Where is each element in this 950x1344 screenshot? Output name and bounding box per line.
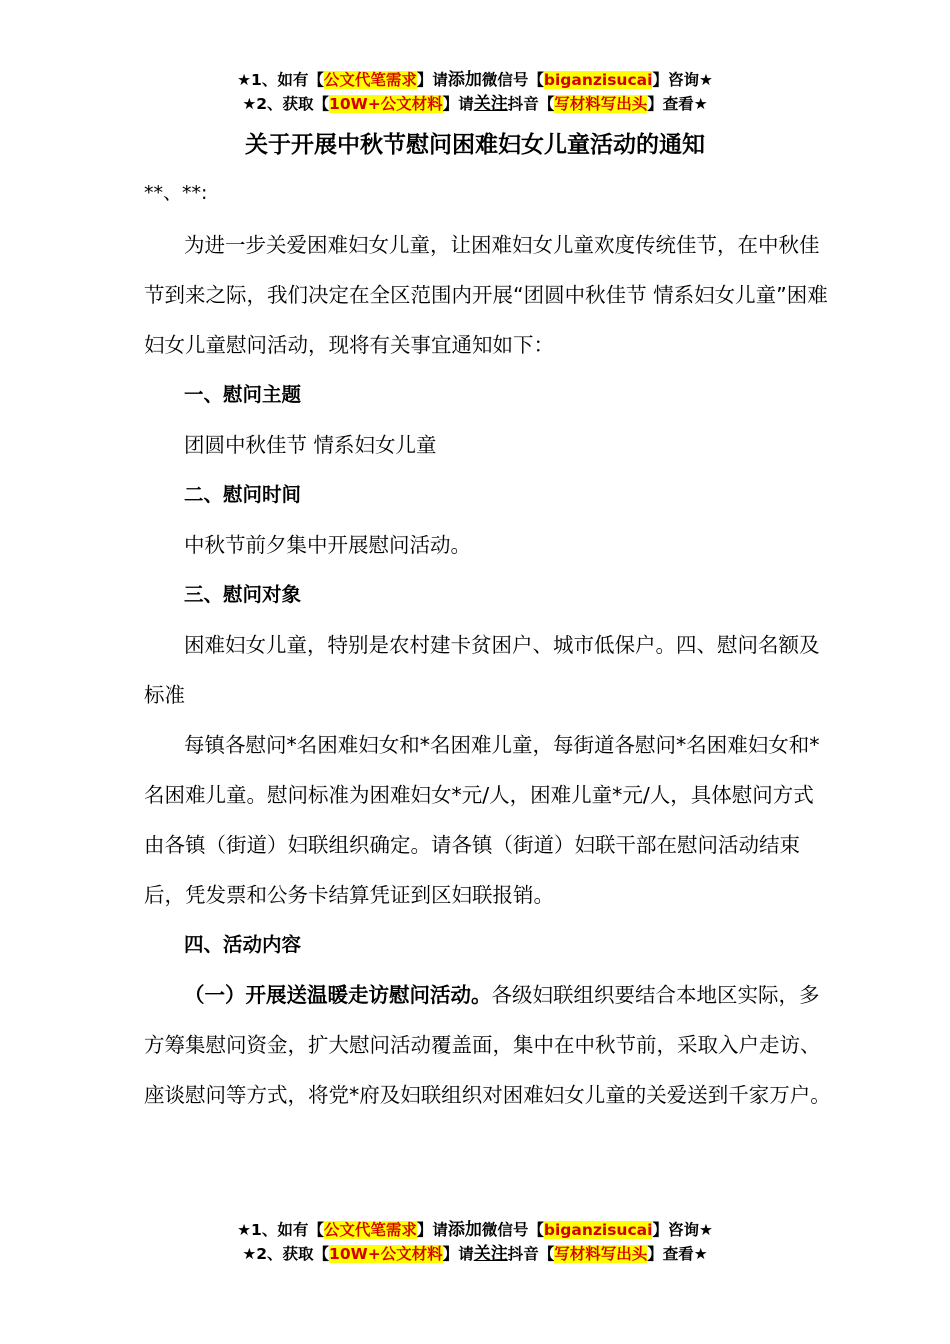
promo-emphasis: 添加	[447, 70, 482, 90]
salutation: **、**:	[144, 182, 208, 204]
document-body	[144, 220, 834, 1120]
promo-banner-top	[0, 68, 950, 116]
section-heading-theme: 一、慰问主题	[184, 383, 302, 406]
promo-line-1	[0, 1218, 950, 1242]
section-text-time: 中秋节前夕集中开展慰问活动。	[184, 533, 471, 557]
section-heading-content: 四、活动内容	[184, 933, 302, 956]
promo-text: ★1、如有【	[237, 1221, 324, 1239]
section-heading-time: 二、慰问时间	[184, 483, 302, 506]
promo-text: 】请	[416, 1221, 448, 1239]
subsection-text: 各级妇联组织要结合本地区实际，多方筹集慰问资金，扩大慰问活动覆盖面，集中在中秋节前，采取入户走访、座谈慰问等方式，将党*府及妇联组织对困难妇女儿童的关爱送到千家万户。	[144, 983, 831, 1107]
section-heading-target: 三、慰问对象	[184, 583, 302, 606]
promo-highlight: 写材料写出头	[554, 95, 648, 113]
promo-text: 微信号【	[481, 71, 544, 89]
promo-emphasis: 关注	[473, 94, 508, 114]
promo-emphasis: 添加	[447, 1220, 482, 1240]
section-text-content	[144, 970, 834, 1120]
promo-highlight: 10W+公文材料	[329, 95, 443, 113]
promo-text: 】咨询★	[652, 1221, 713, 1239]
promo-text: 抖音【	[507, 95, 555, 113]
promo-text: ★2、获取【	[242, 95, 330, 113]
promo-highlight: 10W+公文材料	[329, 1245, 443, 1263]
promo-highlight: 公文代笔需求	[323, 71, 417, 89]
promo-text: 】请	[442, 1245, 474, 1263]
promo-line-2	[0, 92, 950, 116]
promo-emphasis: 关注	[473, 1244, 508, 1264]
promo-text: 】请	[416, 71, 448, 89]
promo-highlight: 写材料写出头	[554, 1245, 648, 1263]
section-text-target: 困难妇女儿童，特别是农村建卡贫困户、城市低保户。四、慰问名额及标准	[144, 633, 820, 707]
promo-banner-bottom	[0, 1218, 950, 1266]
promo-highlight: 公文代笔需求	[323, 1221, 417, 1239]
promo-line-2	[0, 1242, 950, 1266]
promo-highlight: biganzisucai	[543, 71, 653, 89]
promo-text: 】查看★	[647, 95, 708, 113]
promo-text: 抖音【	[507, 1245, 555, 1263]
subsection-heading: （一）开展送温暖走访慰问活动。	[184, 983, 492, 1007]
promo-text: 微信号【	[481, 1221, 544, 1239]
promo-text: 】查看★	[647, 1245, 708, 1263]
document-title: 关于开展中秋节慰问困难妇女儿童活动的通知	[245, 132, 705, 158]
promo-text: ★1、如有【	[237, 71, 324, 89]
section-text-theme: 团圆中秋佳节 情系妇女儿童	[184, 433, 437, 457]
promo-text: 】咨询★	[652, 71, 713, 89]
promo-line-1	[0, 68, 950, 92]
intro-paragraph: 为进一步关爱困难妇女儿童，让困难妇女儿童欢度传统佳节，在中秋佳节到来之际，我们决定在全区范围内开展“团圆中秋佳节 情系妇女儿童”困难妇女儿童慰问活动，现将有关事宜通知如下：	[144, 233, 828, 357]
promo-text: ★2、获取【	[242, 1245, 330, 1263]
promo-text: 】请	[442, 95, 474, 113]
section-text-quota: 每镇各慰问*名困难妇女和*名困难儿童，每街道各慰问*名困难妇女和*名困难儿童。慰问标准为困难妇女*元/人，困难儿童*元/人，具体慰问方式由各镇（街道）妇联组织确定。请各镇（街道）妇联干部在慰问活动结束后，凭发票和公务卡结算凭证到区妇联报销。	[144, 733, 820, 907]
promo-highlight: biganzisucai	[543, 1221, 653, 1239]
